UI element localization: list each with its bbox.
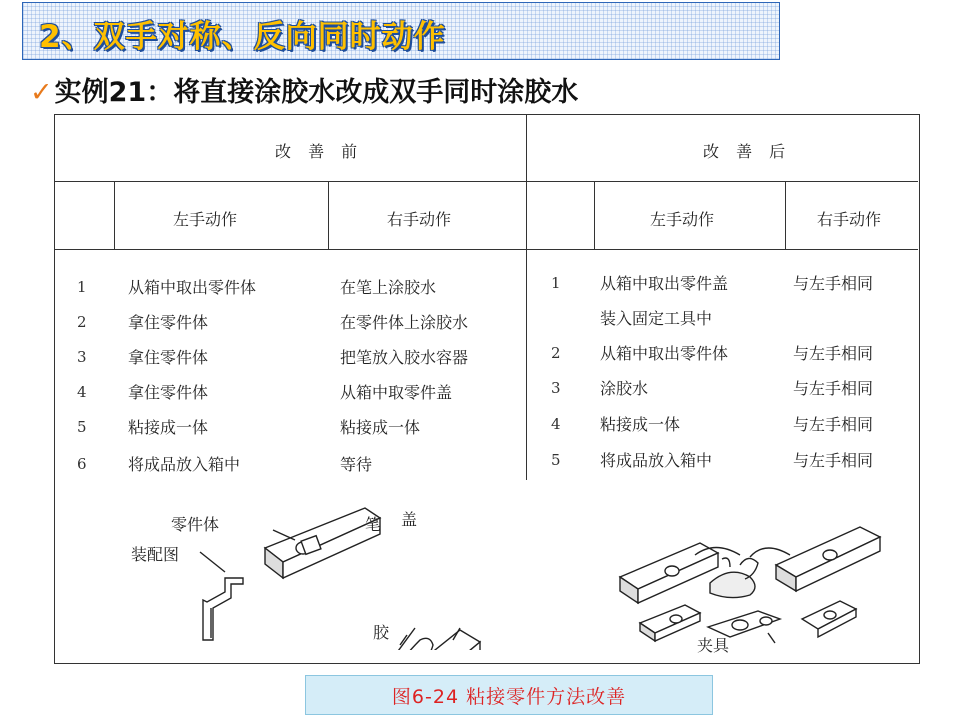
- col-divider: [114, 181, 115, 249]
- before-right-header: 右手动作: [387, 210, 452, 229]
- after-right-action: 与左手相同: [793, 344, 874, 363]
- checkmark-icon: ✓: [30, 77, 53, 108]
- figure-caption: 图6-24 粘接零件方法改善: [305, 675, 713, 715]
- after-right-action: 与左手相同: [793, 451, 874, 470]
- row-number: 1: [77, 278, 87, 296]
- after-heading: 改 善 后: [703, 142, 792, 161]
- after-right-action: 与左手相同: [793, 379, 874, 398]
- row-number: 3: [77, 348, 87, 366]
- row-number: 2: [77, 313, 87, 331]
- row-number: 5: [77, 418, 87, 436]
- center-divider: [526, 115, 527, 480]
- before-right-action: 在零件体上涂胶水: [340, 313, 469, 332]
- slide-title: 2、双手对称、反向同时动作: [39, 19, 446, 55]
- after-left-action: 从箱中取出零件体: [600, 344, 729, 363]
- row-number: 5: [551, 451, 561, 469]
- label-assembly-drawing: 装配图: [131, 545, 180, 564]
- header-divider: [55, 181, 918, 182]
- before-left-action: 粘接成一体: [128, 418, 209, 437]
- before-left-action: 从箱中取出零件体: [128, 278, 257, 297]
- after-illustration: [590, 515, 910, 645]
- after-left-action: 粘接成一体: [600, 415, 681, 434]
- label-lid: 盖: [401, 510, 418, 529]
- title-banner: [22, 2, 780, 60]
- after-left-action: 将成品放入箱中: [600, 451, 713, 470]
- before-right-action: 等待: [340, 455, 373, 474]
- label-pen: 笔: [365, 515, 382, 534]
- col-divider: [785, 181, 786, 249]
- row-number: 1: [551, 274, 561, 292]
- label-fixture: 夹具: [697, 636, 730, 655]
- before-right-action: 在笔上涂胶水: [340, 278, 437, 297]
- before-left-action: 拿住零件体: [128, 348, 209, 367]
- comparison-table: [54, 114, 920, 664]
- col-divider: [328, 181, 329, 249]
- row-number: 4: [551, 415, 561, 433]
- subheader-divider: [55, 249, 918, 250]
- before-right-action: 把笔放入胶水容器: [340, 348, 469, 367]
- before-left-action: 将成品放入箱中: [128, 455, 241, 474]
- before-right-action: 从箱中取零件盖: [340, 383, 453, 402]
- after-right-action: 与左手相同: [793, 274, 874, 293]
- before-heading: 改 善 前: [275, 142, 364, 161]
- before-left-header: 左手动作: [173, 210, 238, 229]
- example-heading: [30, 70, 578, 109]
- after-left-header: 左手动作: [650, 210, 715, 229]
- label-glue: 胶: [373, 623, 390, 642]
- example-heading-text: 实例21：将直接涂胶水改成双手同时涂胶水: [54, 77, 579, 108]
- row-number: 2: [551, 344, 561, 362]
- col-divider: [594, 181, 595, 249]
- after-right-action: 与左手相同: [793, 415, 874, 434]
- after-right-header: 右手动作: [817, 210, 882, 229]
- before-left-action: 拿住零件体: [128, 313, 209, 332]
- row-number: 4: [77, 383, 87, 401]
- row-number: 3: [551, 379, 561, 397]
- after-left-action: 涂胶水: [600, 379, 649, 398]
- row-number: 6: [77, 455, 87, 473]
- label-part-body: 零件体: [171, 515, 220, 534]
- before-right-action: 粘接成一体: [340, 418, 421, 437]
- after-left-action: 装入固定工具中: [600, 309, 713, 328]
- before-left-action: 拿住零件体: [128, 383, 209, 402]
- after-left-action: 从箱中取出零件盖: [600, 274, 729, 293]
